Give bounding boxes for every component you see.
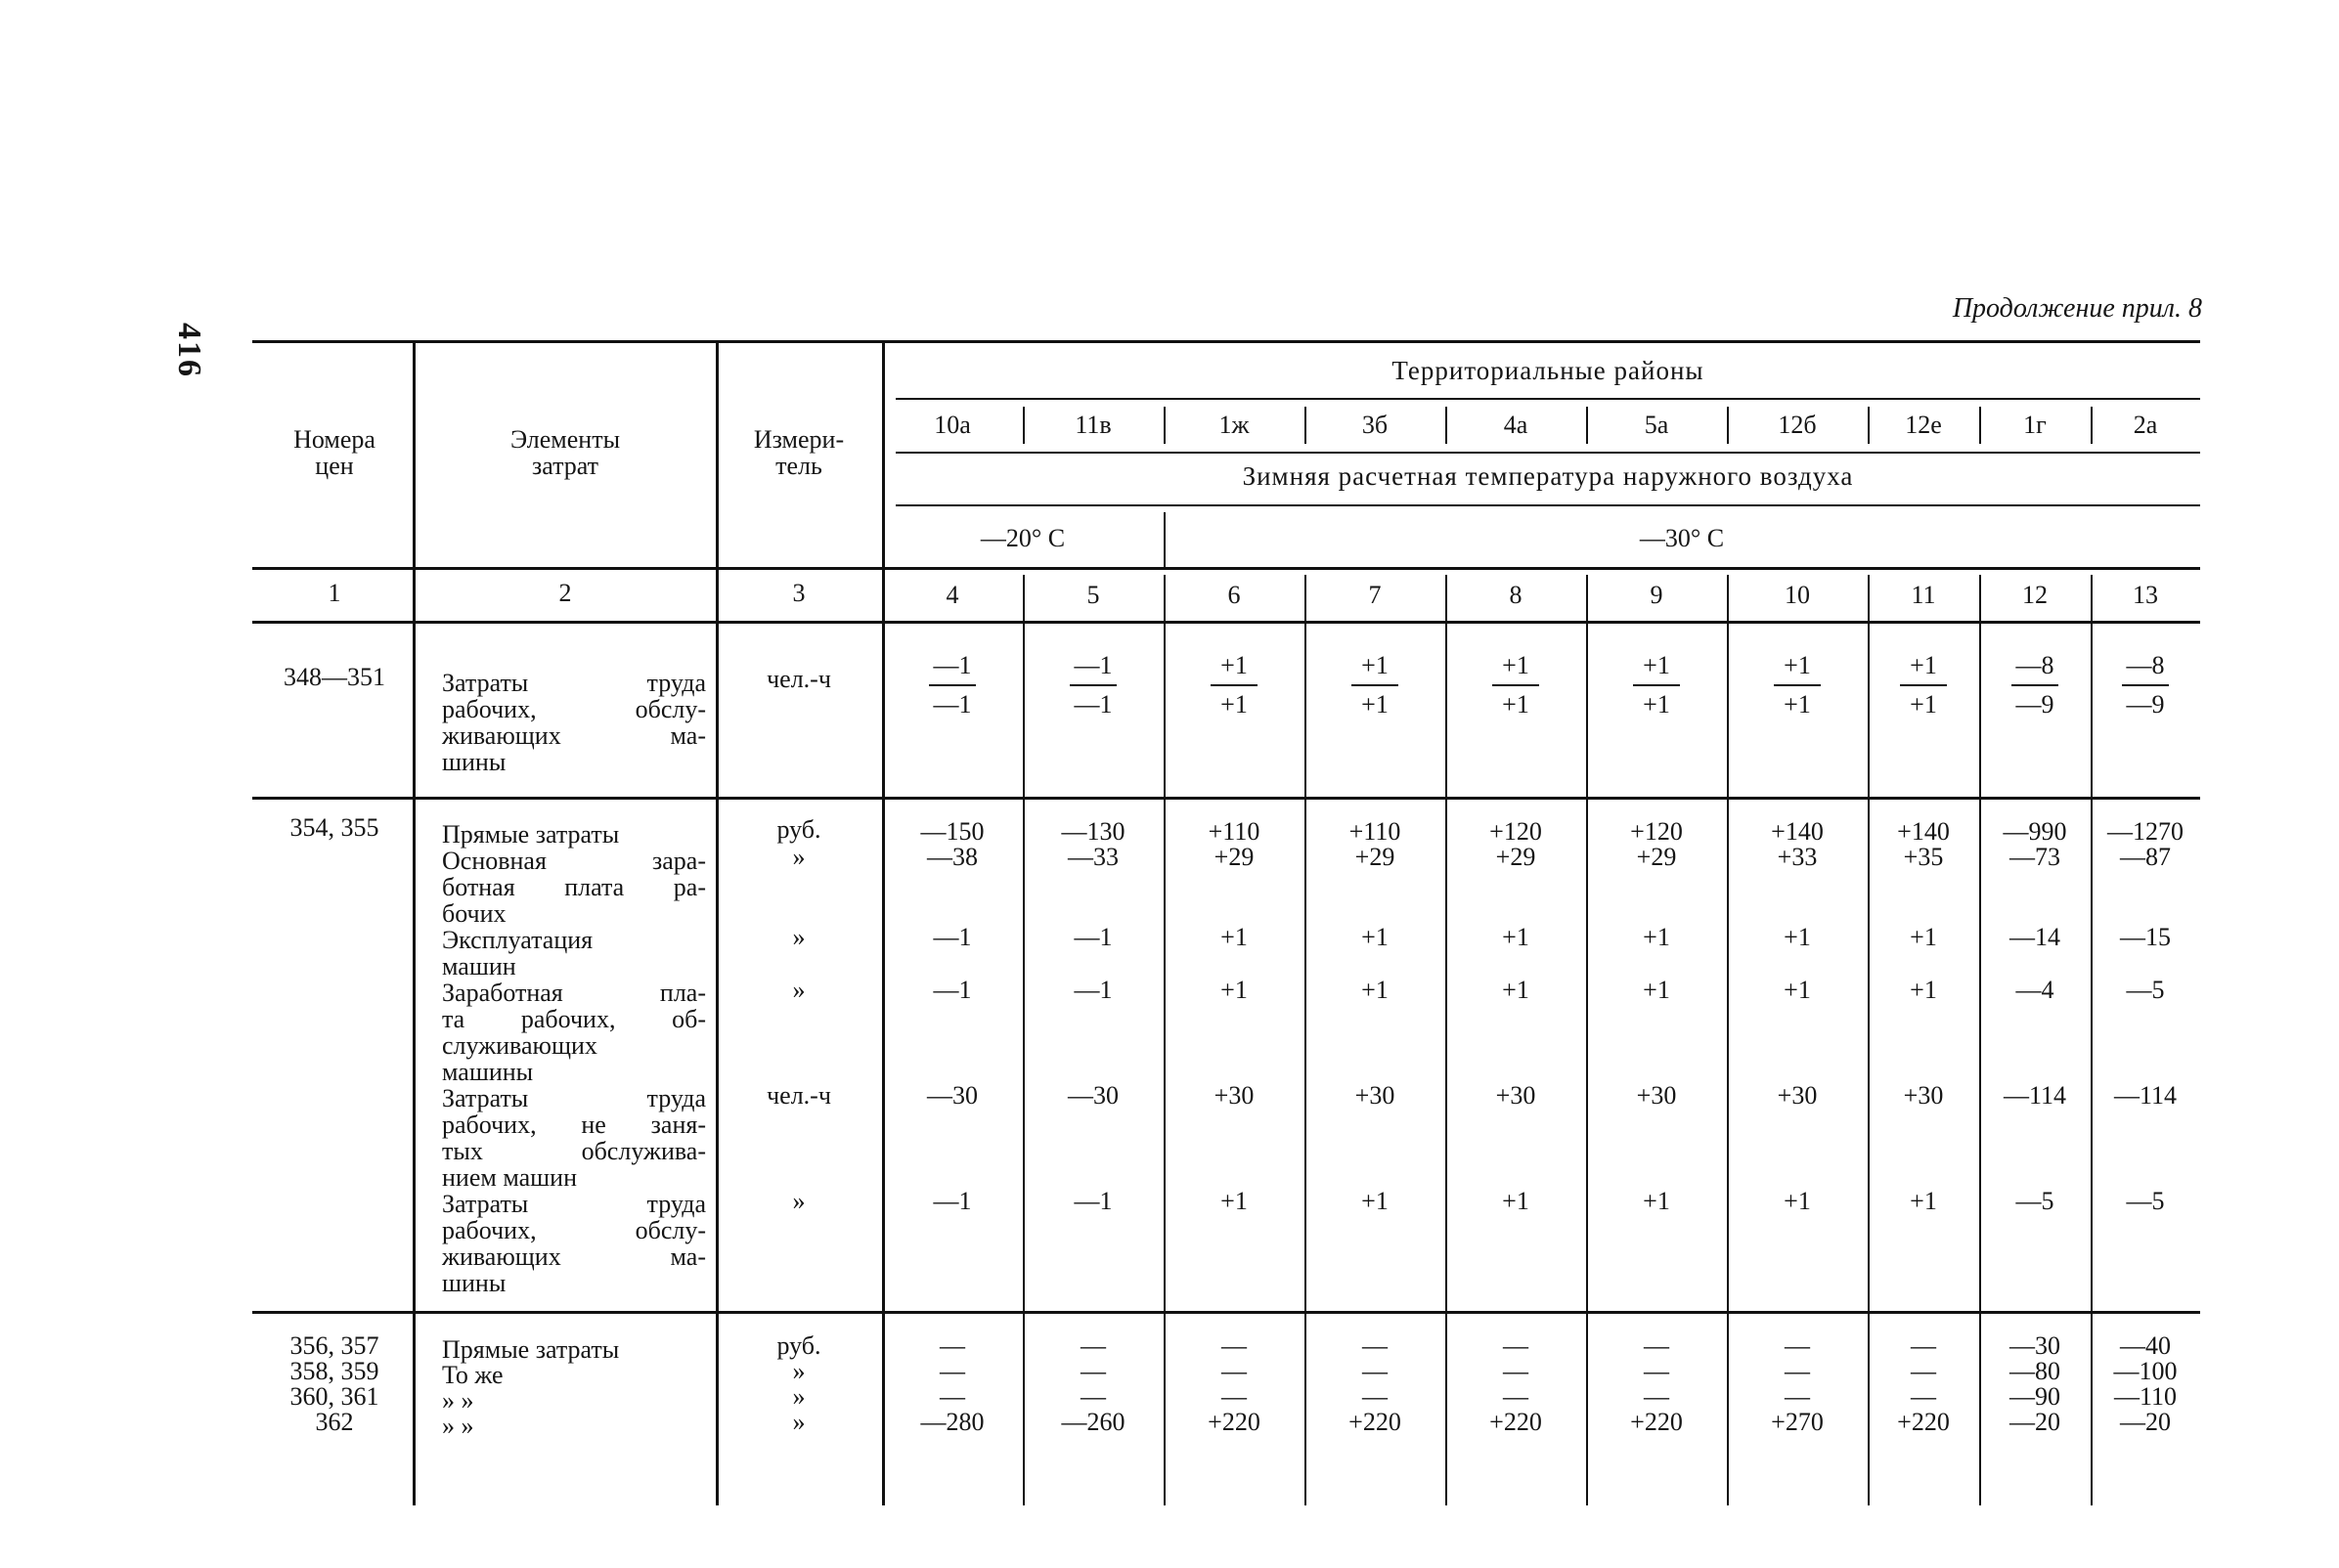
vrule-1 — [413, 340, 416, 1505]
value-cell: — — [1502, 1382, 1528, 1411]
section3-column — [1208, 1333, 1260, 1435]
value-cell: — — [1220, 1331, 1247, 1360]
value-cell: +29 — [1354, 843, 1395, 871]
value-cell: —130 — [1061, 817, 1125, 846]
rule-sec1-bottom — [252, 797, 2200, 800]
price-number: 356, 357 — [289, 1331, 379, 1360]
value-cell: +110 — [1208, 817, 1260, 846]
region-label: 10а — [934, 411, 971, 439]
desc-line: служивающих — [442, 1031, 597, 1060]
rule-colnum-bottom — [252, 621, 2200, 624]
region-label: 12е — [1905, 411, 1942, 439]
region-label: 12б — [1778, 411, 1817, 439]
header-col2-line: затрат — [531, 452, 599, 480]
col-number: 1 — [328, 579, 341, 607]
desc-line: ботная плата ра- — [442, 873, 706, 901]
section3-column — [1062, 1333, 1125, 1435]
value-cell: —5 — [2126, 976, 2165, 1004]
page-number: 416 — [171, 323, 207, 378]
unit-cell: руб. — [776, 815, 821, 844]
region-label: 4а — [1503, 411, 1528, 439]
value-cell: — — [1502, 1357, 1528, 1385]
value-cell: +1 — [1910, 923, 1937, 951]
value-cell: — — [1081, 1331, 1106, 1360]
value-cell: +1 — [1361, 1187, 1389, 1215]
section3-column — [1897, 1333, 1950, 1435]
value-cell: —1 — [933, 976, 972, 1004]
value-cell: — — [940, 1331, 965, 1360]
value-cell: — — [1361, 1382, 1388, 1411]
value-cell: — — [1502, 1331, 1528, 1360]
unit-cell: чел.-ч — [767, 1081, 831, 1110]
desc-line: Заработная пла- — [442, 979, 706, 1007]
value-cell: —14 — [2009, 923, 2060, 951]
value-cell: —110 — [2113, 1382, 2178, 1411]
value-cell: +1 — [1502, 923, 1529, 951]
value-cell: —4 — [2015, 976, 2054, 1004]
value-cell: — — [1910, 1357, 1936, 1385]
vrule-col-12-13 — [2091, 575, 2093, 1505]
value-cell: +1 — [1361, 976, 1389, 1004]
value-cell: +30 — [1777, 1081, 1818, 1110]
fraction-denominator: +1 — [1361, 690, 1389, 719]
fraction-numerator: +1 — [1643, 651, 1670, 679]
value-cell: —5 — [2015, 1187, 2054, 1215]
fraction-cell — [1492, 653, 1539, 718]
value-cell: +1 — [1910, 976, 1937, 1004]
value-cell: —15 — [2120, 923, 2171, 951]
vrule-region — [1304, 407, 1306, 444]
unit-cell: » — [792, 843, 806, 871]
value-cell: —80 — [2009, 1357, 2060, 1385]
value-cell: +1 — [1220, 923, 1248, 951]
value-cell: — — [1081, 1382, 1106, 1411]
value-cell: —20 — [2120, 1408, 2171, 1436]
value-cell: — — [940, 1382, 965, 1411]
fraction-numerator: —8 — [2015, 651, 2054, 679]
price-number: 362 — [315, 1408, 354, 1436]
fraction-bar — [929, 684, 976, 686]
vrule-region — [1164, 407, 1166, 444]
fraction-numerator: —8 — [2126, 651, 2165, 679]
header-col1 — [293, 426, 375, 479]
value-cell: +220 — [1208, 1408, 1260, 1436]
value-cell: —20 — [2009, 1408, 2060, 1436]
continuation-note: Продолжение прил. 8 — [1952, 293, 2202, 324]
section1-desc — [442, 670, 706, 775]
price-number: 360, 361 — [289, 1382, 379, 1411]
header-col3-line: тель — [775, 452, 822, 480]
section2-desc — [442, 821, 706, 848]
section3-column — [1489, 1333, 1542, 1435]
value-cell: — — [1643, 1357, 1669, 1385]
fraction-bar — [2122, 684, 2169, 686]
col-number: 5 — [1086, 581, 1100, 609]
territorial-title: Территориальные районы — [1391, 356, 1704, 385]
value-cell: —150 — [920, 817, 985, 846]
unit-cell: » — [792, 923, 806, 951]
desc-line: » » — [442, 1386, 474, 1415]
vrule-region — [1979, 407, 1981, 444]
value-cell: — — [1361, 1331, 1388, 1360]
value-cell: +1 — [1910, 1187, 1937, 1215]
unit-cell: руб. — [776, 1331, 821, 1360]
value-cell: —87 — [2120, 843, 2171, 871]
header-col3-line: Измери- — [753, 425, 845, 454]
desc-line: та рабочих, об- — [442, 1005, 706, 1033]
region-label: 1г — [2023, 411, 2047, 439]
desc-line: Затраты труда — [442, 1084, 706, 1112]
value-cell: +33 — [1777, 843, 1818, 871]
value-cell: —1 — [1074, 1187, 1113, 1215]
unit-cell: » — [792, 976, 806, 1004]
value-cell: +220 — [1348, 1408, 1401, 1436]
desc-line: рабочих, обслу- — [442, 695, 706, 723]
section1-unit: чел.-ч — [767, 665, 831, 693]
section3-column — [1348, 1333, 1401, 1435]
vrule-col-5-6 — [1164, 575, 1166, 1505]
value-cell: — — [1643, 1331, 1669, 1360]
col-number: 3 — [792, 579, 806, 607]
value-cell: —260 — [1061, 1408, 1125, 1436]
vrule-region — [2091, 407, 2093, 444]
value-cell: +1 — [1502, 976, 1529, 1004]
data-table — [252, 340, 2200, 1505]
desc-line: шины — [442, 1269, 507, 1297]
fraction-bar — [2011, 684, 2058, 686]
fraction-denominator: —1 — [1074, 690, 1113, 719]
desc-line: Прямые затраты — [442, 820, 620, 849]
desc-line: Эксплуатация — [442, 926, 594, 954]
value-cell: —280 — [920, 1408, 985, 1436]
value-cell: +30 — [1495, 1081, 1536, 1110]
value-cell: +1 — [1784, 923, 1811, 951]
value-cell: —30 — [2009, 1331, 2060, 1360]
rule-temp-bottom — [896, 504, 2200, 506]
section3-desc — [442, 1337, 706, 1439]
value-cell: —114 — [2003, 1081, 2067, 1110]
value-cell: —40 — [2120, 1331, 2171, 1360]
rule-top — [252, 340, 2200, 343]
vrule-col-10-11 — [1868, 575, 1870, 1505]
value-cell: —33 — [1068, 843, 1119, 871]
vrule-temp-split — [1164, 512, 1166, 567]
desc-line: живающих ма- — [442, 721, 706, 750]
fraction-bar — [1900, 684, 1947, 686]
unit-cell: » — [792, 1408, 806, 1436]
fraction-numerator: +1 — [1784, 651, 1811, 679]
value-cell: —90 — [2009, 1382, 2060, 1411]
col-number: 12 — [2022, 581, 2048, 609]
value-cell: +110 — [1348, 817, 1401, 846]
fraction-bar — [1633, 684, 1680, 686]
value-cell: —990 — [2003, 817, 2067, 846]
region-label: 2а — [2133, 411, 2158, 439]
value-cell: +1 — [1220, 1187, 1248, 1215]
fraction-denominator: —9 — [2015, 690, 2054, 719]
fraction-cell — [1633, 653, 1680, 718]
value-cell: — — [1784, 1357, 1810, 1385]
fraction-numerator: +1 — [1361, 651, 1389, 679]
value-cell: +29 — [1495, 843, 1536, 871]
vrule-col-7-8 — [1445, 575, 1447, 1505]
desc-line: машины — [442, 1058, 534, 1086]
value-cell: +1 — [1643, 923, 1670, 951]
section3-numbers — [282, 1333, 387, 1435]
fraction-numerator: —1 — [933, 651, 972, 679]
section3-column — [2114, 1333, 2178, 1435]
price-number: 358, 359 — [289, 1357, 379, 1385]
fraction-bar — [1492, 684, 1539, 686]
fraction-denominator: +1 — [1784, 690, 1811, 719]
rule-regions-bottom — [896, 452, 2200, 454]
value-cell: — — [1361, 1357, 1388, 1385]
vrule-col-6-7 — [1304, 575, 1306, 1505]
value-cell: —1 — [933, 923, 972, 951]
value-cell: +220 — [1489, 1408, 1542, 1436]
fraction-cell — [2122, 653, 2169, 718]
value-cell: +29 — [1636, 843, 1677, 871]
value-cell: — — [1643, 1382, 1669, 1411]
col-number: 7 — [1368, 581, 1382, 609]
value-cell: —1 — [1074, 976, 1113, 1004]
section2-desc — [442, 927, 706, 980]
fraction-denominator: —1 — [933, 690, 972, 719]
desc-line: Затраты труда — [442, 669, 706, 697]
value-cell: +1 — [1502, 1187, 1529, 1215]
vrule-col-8-9 — [1586, 575, 1588, 1505]
value-cell: —114 — [2113, 1081, 2178, 1110]
col-number: 2 — [558, 579, 572, 607]
desc-line: нием машин — [442, 1163, 577, 1192]
section1-numbers: 348—351 — [284, 663, 385, 691]
section3-column — [2009, 1333, 2060, 1435]
section2-numbers: 354, 355 — [289, 813, 379, 842]
desc-line: Основная зара- — [442, 847, 706, 875]
desc-line: машин — [442, 952, 516, 980]
fraction-numerator: +1 — [1502, 651, 1529, 679]
desc-line: » » — [442, 1412, 474, 1440]
fraction-denominator: +1 — [1220, 690, 1248, 719]
value-cell: —30 — [1068, 1081, 1119, 1110]
col-number: 9 — [1650, 581, 1663, 609]
fraction-numerator: +1 — [1910, 651, 1937, 679]
value-cell: +270 — [1771, 1408, 1824, 1436]
value-cell: +220 — [1630, 1408, 1683, 1436]
section2-desc — [442, 980, 706, 1085]
vrule-region — [1868, 407, 1870, 444]
section3-column — [1771, 1333, 1824, 1435]
value-cell: — — [1784, 1331, 1810, 1360]
header-col1-line: Номера — [293, 425, 375, 454]
value-cell: +1 — [1220, 976, 1248, 1004]
vrule-region — [1445, 407, 1447, 444]
value-cell: —1270 — [2107, 817, 2184, 846]
unit-cell: » — [792, 1357, 806, 1385]
value-cell: +140 — [1897, 817, 1950, 846]
fraction-cell — [2011, 653, 2058, 718]
vrule-region — [1023, 407, 1025, 444]
value-cell: —73 — [2009, 843, 2060, 871]
value-cell: +35 — [1903, 843, 1944, 871]
section2-desc — [442, 1191, 706, 1296]
fraction-numerator: —1 — [1074, 651, 1113, 679]
unit-cell: » — [792, 1187, 806, 1215]
rule-header-bottom — [252, 567, 2200, 570]
desc-line: шины — [442, 748, 507, 776]
value-cell: +29 — [1214, 843, 1255, 871]
region-label: 3б — [1361, 411, 1389, 439]
vrule-region — [1586, 407, 1588, 444]
value-cell: +1 — [1643, 976, 1670, 1004]
desc-line: рабочих, не заня- — [442, 1111, 706, 1139]
value-cell: +30 — [1354, 1081, 1395, 1110]
value-cell: +1 — [1643, 1187, 1670, 1215]
header-col1-line: цен — [315, 452, 354, 480]
fraction-denominator: +1 — [1910, 690, 1937, 719]
fraction-bar — [1351, 684, 1398, 686]
header-col2-line: Элементы — [509, 425, 621, 454]
desc-line: Затраты труда — [442, 1190, 706, 1218]
fraction-cell — [1900, 653, 1947, 718]
value-cell: —38 — [927, 843, 978, 871]
desc-line: То же — [442, 1361, 504, 1389]
value-cell: — — [1220, 1382, 1247, 1411]
section2-desc — [442, 848, 706, 927]
unit-cell: » — [792, 1382, 806, 1411]
value-cell: —5 — [2126, 1187, 2165, 1215]
vrule-col-4-5 — [1023, 575, 1025, 1505]
section3-column — [1630, 1333, 1683, 1435]
value-cell: +1 — [1361, 923, 1389, 951]
section2-desc — [442, 1085, 706, 1191]
value-cell: — — [940, 1357, 965, 1385]
col-number: 10 — [1785, 581, 1810, 609]
value-cell: +140 — [1771, 817, 1824, 846]
value-cell: — — [1081, 1357, 1106, 1385]
temp-minus30: —30° С — [1639, 524, 1725, 552]
fraction-denominator: +1 — [1643, 690, 1670, 719]
fraction-denominator: +1 — [1502, 690, 1529, 719]
col-number: 13 — [2133, 581, 2158, 609]
value-cell: +220 — [1897, 1408, 1950, 1436]
section3-column — [921, 1333, 985, 1435]
fraction-cell — [929, 653, 976, 718]
col-number: 6 — [1227, 581, 1241, 609]
fraction-numerator: +1 — [1220, 651, 1248, 679]
rule-regions-top — [896, 398, 2200, 400]
vrule-col-9-10 — [1727, 575, 1729, 1505]
desc-line: рабочих, обслу- — [442, 1216, 706, 1244]
value-cell: +1 — [1784, 976, 1811, 1004]
fraction-cell — [1070, 653, 1117, 718]
fraction-cell — [1774, 653, 1821, 718]
fraction-cell — [1351, 653, 1398, 718]
value-cell: +120 — [1630, 817, 1683, 846]
value-cell: —100 — [2113, 1357, 2178, 1385]
value-cell: —1 — [1074, 923, 1113, 951]
desc-line: бочих — [442, 899, 507, 928]
fraction-bar — [1774, 684, 1821, 686]
value-cell: — — [1784, 1382, 1810, 1411]
region-label: 1ж — [1218, 411, 1250, 439]
region-label: 11в — [1075, 411, 1112, 439]
value-cell: +30 — [1214, 1081, 1255, 1110]
value-cell: —30 — [927, 1081, 978, 1110]
value-cell: —1 — [933, 1187, 972, 1215]
vrule-3 — [882, 340, 885, 1505]
fraction-bar — [1211, 684, 1258, 686]
value-cell: +120 — [1489, 817, 1542, 846]
vrule-region — [1727, 407, 1729, 444]
desc-line: тых обслужива- — [442, 1137, 706, 1165]
header-col2 — [510, 426, 620, 479]
header-col3 — [754, 426, 844, 479]
section3-units — [760, 1333, 838, 1435]
value-cell: +30 — [1903, 1081, 1944, 1110]
col-number: 4 — [946, 581, 959, 609]
col-number: 8 — [1509, 581, 1523, 609]
value-cell: — — [1910, 1382, 1936, 1411]
temp-minus20: —20° С — [980, 524, 1066, 552]
value-cell: — — [1910, 1331, 1936, 1360]
col-number: 11 — [1911, 581, 1936, 609]
value-cell: +1 — [1784, 1187, 1811, 1215]
fraction-bar — [1070, 684, 1117, 686]
temperature-title: Зимняя расчетная температура наружного воздуха — [1242, 461, 1854, 491]
fraction-cell — [1211, 653, 1258, 718]
rule-sec2-bottom — [252, 1311, 2200, 1314]
value-cell: +30 — [1636, 1081, 1677, 1110]
value-cell: — — [1220, 1357, 1247, 1385]
vrule-col-11-12 — [1979, 575, 1981, 1505]
desc-line: живающих ма- — [442, 1242, 706, 1271]
desc-line: Прямые затраты — [442, 1335, 620, 1364]
region-label: 5а — [1644, 411, 1669, 439]
fraction-denominator: —9 — [2126, 690, 2165, 719]
vrule-2 — [716, 340, 719, 1505]
